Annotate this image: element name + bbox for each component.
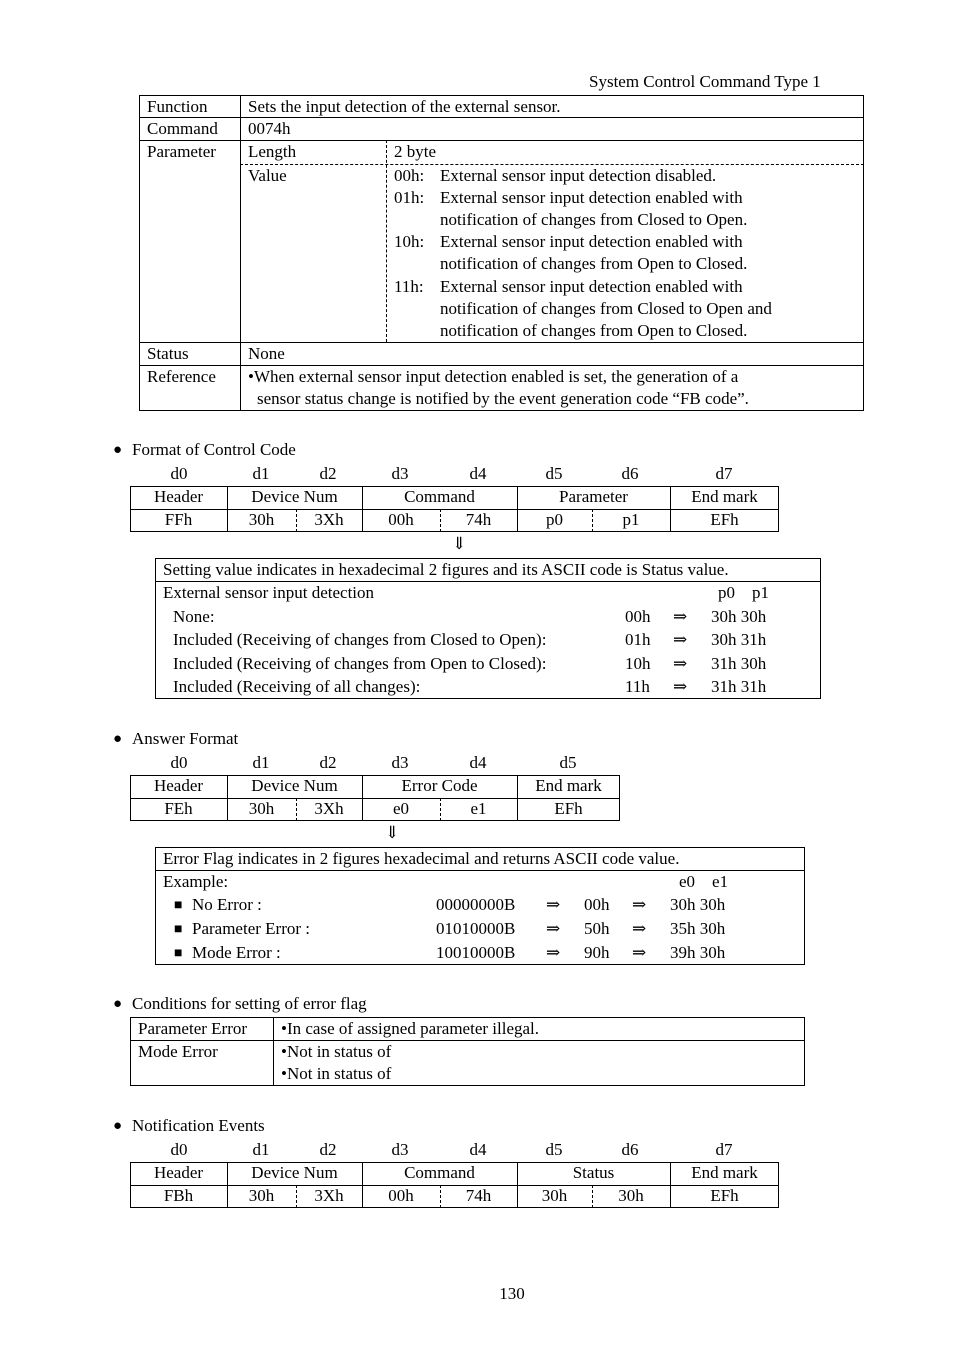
table-cell: e1 bbox=[470, 799, 487, 818]
page-header: System Control Command Type 1 bbox=[589, 72, 821, 91]
table-header: Header bbox=[153, 1163, 204, 1182]
note-title: Setting value indicates in hexadecimal 2 figures and its ASCII code is Status value. bbox=[163, 560, 729, 579]
d-label: d2 bbox=[319, 753, 337, 772]
value-label: Value bbox=[248, 166, 287, 185]
table-cell: EFh bbox=[710, 510, 739, 529]
table-cell: 3Xh bbox=[314, 799, 344, 818]
note-row-label: Included (Receiving of all changes): bbox=[173, 677, 421, 696]
d-label: d3 bbox=[391, 464, 409, 483]
note-column-labels: e0 e1 bbox=[679, 872, 729, 891]
note-column-labels: p0 p1 bbox=[718, 583, 769, 602]
value-code: 00h: bbox=[394, 166, 425, 185]
table-cell: EFh bbox=[554, 799, 583, 818]
table-cell: p0 bbox=[546, 510, 563, 529]
page-number: 130 bbox=[499, 1284, 525, 1303]
d-label: d7 bbox=[715, 1140, 733, 1159]
condition-value: •In case of assigned parameter illegal. bbox=[281, 1019, 540, 1038]
section-title-control: Format of Control Code bbox=[132, 440, 296, 459]
length-value: 2 byte bbox=[394, 142, 437, 161]
right-arrow-icon: ⇒ bbox=[632, 919, 647, 938]
note-row-label: None: bbox=[173, 607, 215, 626]
command-label: Command bbox=[147, 119, 218, 138]
value-desc-line: External sensor input detection disabled. bbox=[440, 166, 717, 185]
table-cell: FBh bbox=[163, 1186, 194, 1205]
square-bullet-icon: ■ bbox=[174, 946, 183, 961]
function-value: Sets the input detection of the external sensor. bbox=[248, 97, 561, 116]
square-bullet-icon: ■ bbox=[174, 922, 183, 937]
note-row-ascii: 30h 30h bbox=[711, 607, 767, 626]
length-label: Length bbox=[248, 142, 297, 161]
right-arrow-icon: ⇒ bbox=[546, 943, 561, 962]
status-label: Status bbox=[147, 344, 189, 363]
right-arrow-icon: ⇒ bbox=[632, 943, 647, 962]
d-label: d7 bbox=[715, 464, 733, 483]
reference-label: Reference bbox=[147, 367, 216, 386]
bullet-icon: ● bbox=[113, 442, 123, 458]
value-desc-line: notification of changes from Open to Closed. bbox=[440, 254, 748, 273]
right-arrow-icon: ⇒ bbox=[632, 895, 647, 914]
value-desc-line: notification of changes from Closed to Open and bbox=[440, 299, 772, 318]
table-cell: 30h bbox=[541, 1186, 568, 1205]
section-title-conditions: Conditions for setting of error flag bbox=[132, 994, 367, 1013]
table-cell: 00h bbox=[388, 1186, 414, 1205]
condition-label: Parameter Error bbox=[138, 1019, 248, 1038]
note-row-label: Included (Receiving of changes from Open to Closed): bbox=[173, 654, 547, 673]
error-row-binary: 10010000B bbox=[436, 943, 516, 962]
bullet-icon: ● bbox=[113, 731, 123, 747]
d-label: d6 bbox=[621, 1140, 639, 1159]
note-row-ascii: 31h 31h bbox=[711, 677, 767, 696]
note-row-ascii: 30h 31h bbox=[711, 630, 767, 649]
table-cell: EFh bbox=[710, 1186, 739, 1205]
table-cell: 74h bbox=[465, 510, 492, 529]
table-header: Device Num bbox=[251, 1163, 338, 1182]
command-value: 0074h bbox=[248, 119, 291, 138]
section-title-answer: Answer Format bbox=[132, 729, 239, 748]
error-row-ascii: 30h 30h bbox=[670, 895, 726, 914]
d-label: d5 bbox=[545, 464, 563, 483]
bullet-icon: ● bbox=[113, 1118, 123, 1134]
table-header: Command bbox=[404, 487, 475, 506]
table-cell: 30h bbox=[248, 799, 275, 818]
d-label: d0 bbox=[170, 464, 188, 483]
table-header: End mark bbox=[691, 487, 758, 506]
table-header: Device Num bbox=[251, 487, 338, 506]
square-bullet-icon: ■ bbox=[174, 898, 183, 913]
table-cell: 00h bbox=[388, 510, 414, 529]
error-row-hex: 50h bbox=[584, 919, 610, 938]
bullet-icon: ● bbox=[113, 996, 123, 1012]
value-code: 11h: bbox=[394, 277, 424, 296]
d-label: d4 bbox=[469, 464, 487, 483]
right-arrow-icon: ⇒ bbox=[546, 895, 561, 914]
d-label: d2 bbox=[319, 1140, 337, 1159]
error-row-hex: 00h bbox=[584, 895, 610, 914]
table-cell: 30h bbox=[248, 510, 275, 529]
down-arrow-icon: ⇓ bbox=[452, 534, 467, 553]
error-row-ascii: 39h 30h bbox=[670, 943, 726, 962]
table-header: Device Num bbox=[251, 776, 338, 795]
table-header: Status bbox=[572, 1163, 615, 1182]
d-label: d1 bbox=[252, 464, 270, 483]
right-arrow-icon: ⇒ bbox=[546, 919, 561, 938]
table-cell: 3Xh bbox=[314, 1186, 344, 1205]
d-label: d1 bbox=[252, 1140, 270, 1159]
right-arrow-icon: ⇒ bbox=[673, 630, 688, 649]
table-header: Header bbox=[153, 776, 204, 795]
table-header: End mark bbox=[691, 1163, 758, 1182]
error-row-label: Mode Error : bbox=[192, 943, 281, 962]
error-row-binary: 00000000B bbox=[436, 895, 516, 914]
d-label: d0 bbox=[170, 753, 188, 772]
condition-value: •Not in status of bbox=[281, 1042, 392, 1061]
d-label: d4 bbox=[469, 1140, 487, 1159]
error-row-ascii: 35h 30h bbox=[670, 919, 726, 938]
note-title: Error Flag indicates in 2 figures hexadecimal and returns ASCII code value. bbox=[163, 849, 680, 868]
d-label: d2 bbox=[319, 464, 337, 483]
right-arrow-icon: ⇒ bbox=[673, 607, 688, 626]
note-subtitle: Example: bbox=[163, 872, 229, 891]
table-cell: 30h bbox=[618, 1186, 644, 1205]
reference-line: sensor status change is notified by the event generation code “FB code”. bbox=[257, 389, 749, 408]
value-desc-line: External sensor input detection enabled with bbox=[440, 188, 743, 207]
d-label: d5 bbox=[559, 753, 577, 772]
value-desc-line: External sensor input detection enabled with bbox=[440, 277, 743, 296]
section-title-notification: Notification Events bbox=[132, 1116, 265, 1135]
table-cell: FFh bbox=[164, 510, 193, 529]
table-cell: 3Xh bbox=[314, 510, 344, 529]
table-cell: e0 bbox=[392, 799, 410, 818]
value-desc-line: notification of changes from Closed to Open. bbox=[440, 210, 748, 229]
d-label: d3 bbox=[391, 753, 409, 772]
error-row-binary: 01010000B bbox=[436, 919, 516, 938]
reference-line: •When external sensor input detection enabled is set, the generation of a bbox=[248, 367, 739, 386]
error-row-label: Parameter Error : bbox=[192, 919, 310, 938]
note-subtitle: External sensor input detection bbox=[163, 583, 375, 602]
table-cell: 30h bbox=[248, 1186, 275, 1205]
table-header: Command bbox=[404, 1163, 475, 1182]
condition-label: Mode Error bbox=[138, 1042, 218, 1061]
d-label: d1 bbox=[252, 753, 270, 772]
note-row-code: 10h bbox=[625, 654, 651, 673]
d-label: d5 bbox=[545, 1140, 563, 1159]
status-value: None bbox=[248, 344, 285, 363]
right-arrow-icon: ⇒ bbox=[673, 677, 688, 696]
condition-value: •Not in status of bbox=[281, 1064, 392, 1083]
d-label: d6 bbox=[621, 464, 639, 483]
note-row-label: Included (Receiving of changes from Closed to Open): bbox=[173, 630, 547, 649]
down-arrow-icon: ⇓ bbox=[385, 823, 400, 842]
note-row-code: 01h bbox=[625, 630, 651, 649]
d-label: d3 bbox=[391, 1140, 409, 1159]
d-label: d4 bbox=[469, 753, 487, 772]
d-label: d0 bbox=[170, 1140, 188, 1159]
note-row-code: 11h bbox=[625, 677, 650, 696]
table-header: Header bbox=[153, 487, 204, 506]
value-code: 10h: bbox=[394, 232, 425, 251]
value-desc-line: notification of changes from Open to Closed. bbox=[440, 321, 748, 340]
table-header: Parameter bbox=[559, 487, 628, 506]
value-desc-line: External sensor input detection enabled with bbox=[440, 232, 743, 251]
right-arrow-icon: ⇒ bbox=[673, 654, 688, 673]
value-code: 01h: bbox=[394, 188, 425, 207]
note-row-code: 00h bbox=[625, 607, 651, 626]
table-cell: FEh bbox=[164, 799, 193, 818]
function-label: Function bbox=[147, 97, 208, 116]
table-cell: p1 bbox=[622, 510, 640, 529]
error-row-label: No Error : bbox=[192, 895, 262, 914]
note-row-ascii: 31h 30h bbox=[711, 654, 767, 673]
error-row-hex: 90h bbox=[584, 943, 610, 962]
table-header: End mark bbox=[535, 776, 602, 795]
parameter-label: Parameter bbox=[147, 142, 216, 161]
table-header: Error Code bbox=[401, 776, 478, 795]
table-cell: 74h bbox=[465, 1186, 492, 1205]
